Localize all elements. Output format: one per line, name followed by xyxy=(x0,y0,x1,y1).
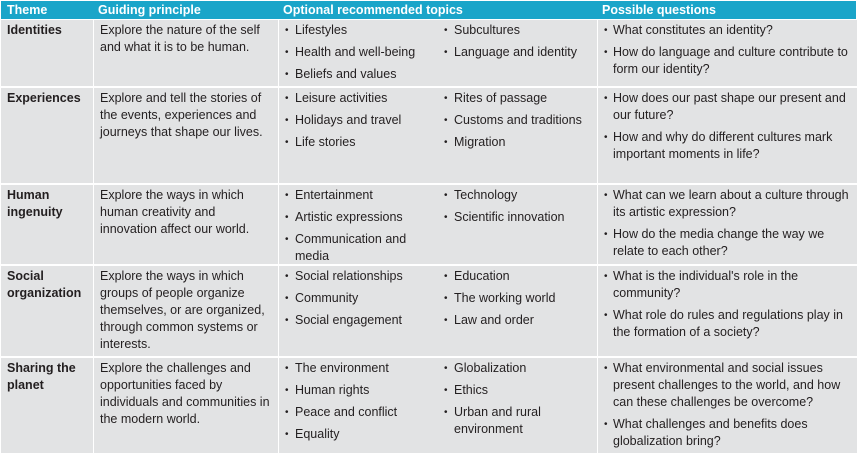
questions-list xyxy=(600,187,857,265)
question-item: • What challenges and benefits does globalization bring? xyxy=(600,416,857,450)
theme-name: Identities xyxy=(7,23,62,37)
topic-item: • Life stories xyxy=(283,134,433,151)
topics-column-left xyxy=(283,90,433,156)
guiding-principle: Explore the challenges and opportunities faced by individuals and communities in the modern world. xyxy=(100,361,270,426)
questions-cell xyxy=(597,358,857,453)
topic-item: • Lifestyles xyxy=(283,22,433,39)
theme-cell xyxy=(1,88,92,183)
topic-item: • The working world xyxy=(442,290,592,307)
header-questions: Possible questions xyxy=(602,3,716,17)
topic-item: • Community xyxy=(283,290,433,307)
theme-cell xyxy=(1,185,92,264)
topics-cell xyxy=(278,20,597,86)
question-item: • What environmental and social issues present challenges to the world, and how can these challenges be overcome? xyxy=(600,360,857,411)
questions-cell xyxy=(597,20,857,86)
header-topics: Optional recommended topics xyxy=(283,3,463,17)
theme-name: Social organization xyxy=(7,269,82,300)
table-row xyxy=(1,185,856,264)
guiding-principle: Explore the nature of the self and what it is to be human. xyxy=(100,23,260,54)
topics-cell xyxy=(278,88,597,183)
topic-item: • Globalization xyxy=(442,360,592,377)
topic-item: • Social engagement xyxy=(283,312,433,329)
table-row xyxy=(1,20,856,86)
questions-cell xyxy=(597,88,857,183)
topics-column-right xyxy=(442,360,592,443)
topic-item: • Subcultures xyxy=(442,22,592,39)
topics-cell xyxy=(278,358,597,453)
topic-item: • Scientific innovation xyxy=(442,209,592,226)
topic-item: • Social relationships xyxy=(283,268,433,285)
topics-column-left xyxy=(283,22,433,88)
questions-list xyxy=(600,90,857,168)
topics-cell xyxy=(278,266,597,356)
questions-cell xyxy=(597,185,857,264)
topics-column-right xyxy=(442,90,592,156)
principle-cell xyxy=(93,266,278,356)
topic-item: • Ethics xyxy=(442,382,592,399)
topic-item: • Customs and traditions xyxy=(442,112,592,129)
question-item: • What is the individual's role in the community? xyxy=(600,268,857,302)
questions-list xyxy=(600,22,857,83)
topic-item: • Migration xyxy=(442,134,592,151)
topic-item: • Rites of passage xyxy=(442,90,592,107)
topic-item: • Education xyxy=(442,268,592,285)
principle-cell xyxy=(93,185,278,264)
topics-column-left xyxy=(283,360,433,448)
topic-item: • Beliefs and values xyxy=(283,66,433,83)
question-item: • How do language and culture contribute to form our identity? xyxy=(600,44,857,78)
topics-column-left xyxy=(283,187,433,270)
topic-item: • Technology xyxy=(442,187,592,204)
table-row xyxy=(1,266,856,356)
topic-item: • Law and order xyxy=(442,312,592,329)
theme-cell xyxy=(1,358,92,453)
principle-cell xyxy=(93,88,278,183)
topics-column-left xyxy=(283,268,433,334)
theme-name: Sharing the planet xyxy=(7,361,76,392)
header-principle: Guiding principle xyxy=(98,3,201,17)
question-item: • What constitutes an identity? xyxy=(600,22,857,39)
questions-cell xyxy=(597,266,857,356)
topics-column-right xyxy=(442,187,592,231)
themes-table xyxy=(1,1,856,453)
topic-item: • Entertainment xyxy=(283,187,433,204)
topic-item: • The environment xyxy=(283,360,433,377)
table-row xyxy=(1,358,856,453)
topic-item: • Holidays and travel xyxy=(283,112,433,129)
topics-column-right xyxy=(442,268,592,334)
header-theme: Theme xyxy=(7,3,48,17)
table-row xyxy=(1,88,856,183)
guiding-principle: Explore and tell the stories of the events, experiences and journeys that shape our lives. xyxy=(100,91,263,139)
topic-item: • Health and well-being xyxy=(283,44,433,61)
topic-item: • Peace and conflict xyxy=(283,404,433,421)
topic-item: • Urban and rural environment xyxy=(442,404,592,438)
topic-item: • Language and identity xyxy=(442,44,592,61)
table-header xyxy=(1,1,856,19)
theme-cell xyxy=(1,266,92,356)
theme-cell xyxy=(1,20,92,86)
question-item: • What role do rules and regulations play in the formation of a society? xyxy=(600,307,857,341)
questions-list xyxy=(600,360,857,455)
topic-item: • Human rights xyxy=(283,382,433,399)
question-item: • How does our past shape our present and our future? xyxy=(600,90,857,124)
principle-cell xyxy=(93,20,278,86)
principle-cell xyxy=(93,358,278,453)
topics-column-right xyxy=(442,22,592,66)
topic-item: • Communication and media xyxy=(283,231,433,265)
theme-name: Human ingenuity xyxy=(7,188,63,219)
topics-cell xyxy=(278,185,597,264)
question-item: • How and why do different cultures mark important moments in life? xyxy=(600,129,857,163)
guiding-principle: Explore the ways in which groups of people organize themselves, or are organized, through common systems or interests. xyxy=(100,269,265,351)
topic-item: • Leisure activities xyxy=(283,90,433,107)
guiding-principle: Explore the ways in which human creativity and innovation affect our world. xyxy=(100,188,250,236)
question-item: • How do the media change the way we relate to each other? xyxy=(600,226,857,260)
topic-item: • Equality xyxy=(283,426,433,443)
question-item: • What can we learn about a culture through its artistic expression? xyxy=(600,187,857,221)
topic-item: • Artistic expressions xyxy=(283,209,433,226)
questions-list xyxy=(600,268,857,346)
theme-name: Experiences xyxy=(7,91,81,105)
